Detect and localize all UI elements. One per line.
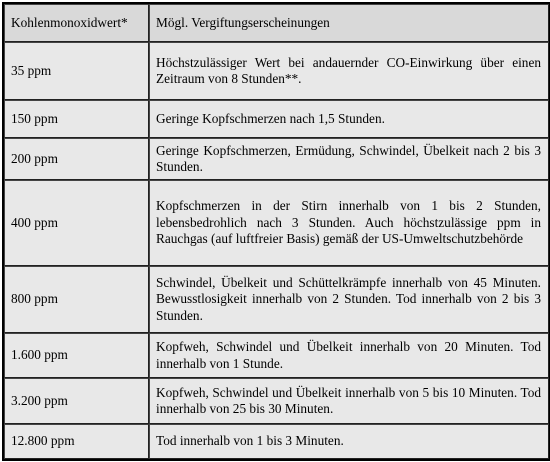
table-row (4, 42, 549, 100)
table-row (4, 138, 549, 180)
cell-co-value: 800 ppm (4, 266, 149, 333)
cell-symptoms: Höchstzulässiger Wert bei andauernder CO-Einwirkung über einen Zeitraum von 8 Stunden**. (149, 42, 549, 100)
co-effects-table (2, 2, 550, 461)
table-header-row (4, 4, 549, 42)
table-row (4, 333, 549, 378)
cell-symptoms: Schwindel, Übelkeit und Schüttelkrämpfe innerhalb von 45 Minuten. Bewusstlosigkeit innerhalb von 2 Stunden. Tod innerhalb von 2 bis 3 Stunden. (149, 266, 549, 333)
table-row (4, 180, 549, 266)
cell-co-value: 12.800 ppm (4, 424, 149, 459)
table-row (4, 424, 549, 459)
cell-co-value: 200 ppm (4, 138, 149, 180)
cell-co-value: 1.600 ppm (4, 333, 149, 378)
table-row (4, 378, 549, 424)
cell-symptoms: Kopfschmerzen in der Stirn innerhalb von 1 bis 2 Stunden, lebensbedrohlich nach 3 Stunden. Auch höchstzulässige ppm in Rauchgas (auf luftfreier Basis) gemäß der US-Umweltschutzbehörde (149, 180, 549, 266)
header-symptoms: Mögl. Vergiftungserscheinungen (149, 4, 549, 42)
header-co-value: Kohlenmonoxidwert* (4, 4, 149, 42)
cell-co-value: 35 ppm (4, 42, 149, 100)
cell-co-value: 400 ppm (4, 180, 149, 266)
cell-co-value: 150 ppm (4, 100, 149, 138)
cell-symptoms: Kopfweh, Schwindel und Übelkeit innerhalb von 5 bis 10 Minuten. Tod innerhalb von 25 bis 30 Minuten. (149, 378, 549, 424)
cell-symptoms: Geringe Kopfschmerzen, Ermüdung, Schwindel, Übelkeit nach 2 bis 3 Stunden. (149, 138, 549, 180)
co-table-container (2, 2, 547, 459)
table-row (4, 266, 549, 333)
cell-symptoms: Geringe Kopfschmerzen nach 1,5 Stunden. (149, 100, 549, 138)
cell-symptoms: Tod innerhalb von 1 bis 3 Minuten. (149, 424, 549, 459)
table-row (4, 100, 549, 138)
cell-symptoms: Kopfweh, Schwindel und Übelkeit innerhalb von 20 Minuten. Tod innerhalb von 1 Stunde. (149, 333, 549, 378)
cell-co-value: 3.200 ppm (4, 378, 149, 424)
